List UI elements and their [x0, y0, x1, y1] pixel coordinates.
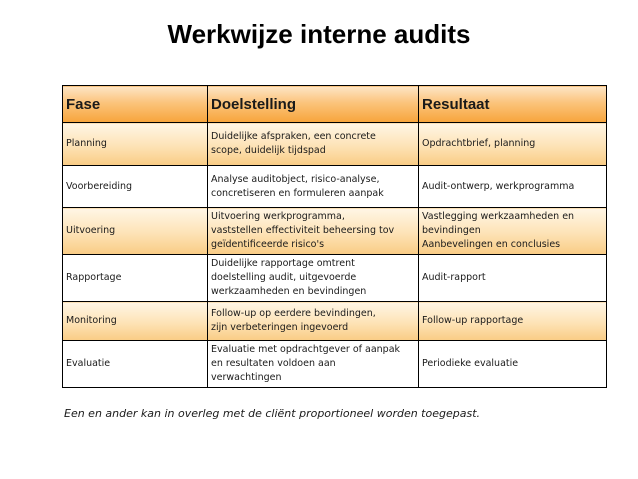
audit-table-container: [62, 85, 606, 388]
table-row-voorbereiding: [63, 166, 607, 208]
cell-fase: Evaluatie: [63, 341, 208, 388]
cell-line: Periodieke evaluatie: [422, 358, 519, 369]
cell-resultaat: [419, 302, 607, 341]
table-row-planning: [63, 123, 607, 166]
cell-line: scope, duidelijk tijdspad: [211, 145, 326, 156]
table-row-monitoring: [63, 302, 607, 341]
cell-line: vaststellen effectiviteit beheersing tov: [211, 225, 395, 236]
cell-fase: Uitvoering: [63, 208, 208, 255]
cell-line: doelstelling audit, uitgevoerde: [211, 272, 357, 283]
cell-doelstelling: [208, 341, 419, 388]
cell-doelstelling: [208, 255, 419, 302]
cell-line: Analyse auditobject, risico-analyse,: [211, 173, 380, 185]
cell-line: Aanbevelingen en conclusies: [422, 239, 561, 250]
table-row-rapportage: [63, 255, 607, 302]
cell-line: Audit-ontwerp, werkprogramma: [422, 180, 575, 192]
cell-line: Uitvoering werkprogramma,: [211, 211, 345, 222]
table-row-evaluatie: [63, 341, 607, 388]
cell-line: Duidelijke afspraken, een concrete: [211, 131, 376, 142]
slide-title: Werkwijze interne audits: [167, 19, 471, 49]
footnote: Een en ander kan in overleg met de cliënt proportioneel worden toegepast.: [64, 407, 481, 420]
audit-phases-table: [62, 85, 607, 388]
cell-fase: Rapportage: [63, 255, 208, 302]
cell-line: bevindingen: [422, 225, 481, 236]
cell-line: Duidelijke rapportage omtrent: [211, 258, 355, 269]
cell-line: Vastlegging werkzaamheden en: [422, 211, 575, 222]
cell-line: verwachtingen: [211, 372, 282, 383]
cell-line: Follow-up op eerdere bevindingen,: [211, 308, 376, 319]
table-row-uitvoering: [63, 208, 607, 255]
cell-line: werkzaamheden en bevindingen: [211, 286, 367, 297]
cell-resultaat: [419, 255, 607, 302]
table-header-row: [63, 86, 607, 123]
cell-doelstelling: [208, 302, 419, 341]
cell-fase: Voorbereiding: [63, 166, 208, 208]
cell-line: zijn verbeteringen ingevoerd: [211, 322, 349, 333]
cell-line: Follow-up rapportage: [422, 315, 524, 326]
cell-resultaat: [419, 208, 607, 255]
cell-line: geïdentificeerde risico's: [211, 239, 325, 250]
cell-doelstelling: [208, 166, 419, 208]
header-doelstelling: Doelstelling: [208, 86, 419, 123]
cell-fase: Monitoring: [63, 302, 208, 341]
cell-resultaat: [419, 166, 607, 208]
cell-fase: Planning: [63, 123, 208, 166]
cell-resultaat: [419, 341, 607, 388]
cell-line: Opdrachtbrief, planning: [422, 138, 536, 149]
cell-line: en resultaten voldoen aan: [211, 358, 336, 369]
header-resultaat: Resultaat: [419, 86, 607, 123]
cell-line: concretiseren en formuleren aanpak: [211, 187, 384, 199]
cell-line: Evaluatie met opdrachtgever of aanpak: [211, 344, 401, 355]
cell-doelstelling: [208, 123, 419, 166]
cell-doelstelling: [208, 208, 419, 255]
header-fase: Fase: [63, 86, 208, 123]
cell-resultaat: [419, 123, 607, 166]
cell-line: Audit-rapport: [422, 272, 486, 283]
